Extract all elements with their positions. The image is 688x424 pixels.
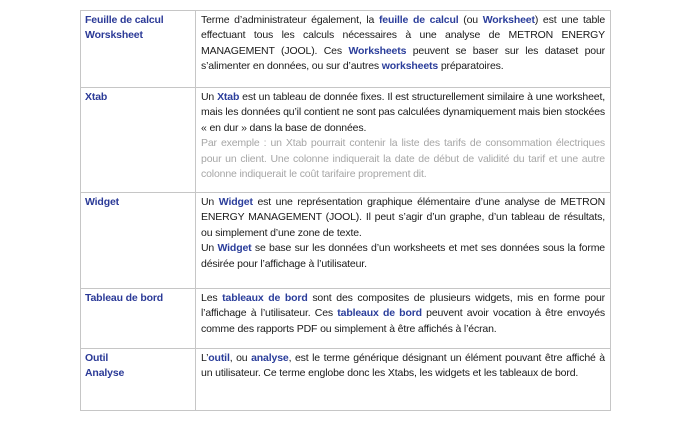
highlighted-term: Worksheet [482, 14, 535, 26]
table-row-widget [81, 193, 611, 289]
body-text: Un [201, 196, 219, 208]
term-text: Worsksheet [85, 29, 143, 42]
body-text: ) est une table effectuant tous les calculs nécessaires à une analyse de METRON ENERGY MANAGEMENT (JOOL). Ces [201, 14, 606, 57]
glossary-table [80, 10, 611, 411]
term-cell-tableau-de-bord [81, 289, 196, 349]
term-text: Widget [85, 196, 119, 208]
body-text: L’ [201, 352, 209, 364]
highlighted-term: Widget [218, 196, 253, 208]
paragraph [201, 351, 605, 382]
paragraph [85, 90, 191, 105]
paragraph [201, 241, 605, 272]
definition-cell-tableau-de-bord [196, 289, 611, 349]
body-text: est une représentation graphique élémentaire d’une analyse de METRON ENERGY MANAGEMENT (JOOL). Il peut s’agir d’un graphe, d’un tableau de résultats, ou simplement d’une zone de texte. [201, 196, 606, 239]
highlighted-term: analyse [251, 352, 289, 364]
body-text: se base sur les données d’un worksheets et met ses données sous la forme désirée pour l’affichage à l’utilisateur. [201, 242, 605, 270]
body-text: Terme d’administrateur également, la [201, 14, 379, 26]
term-text: Feuille de calcul [85, 14, 164, 26]
term-text: Outil [85, 352, 109, 364]
highlighted-term: outil [208, 352, 230, 364]
definition-cell-xtab [196, 88, 611, 193]
highlighted-term: Worksheets [348, 44, 407, 57]
body-text: Un [201, 242, 218, 255]
body-text: , ou [229, 352, 252, 364]
body-text: peuvent se baser sur les dataset pour s’alimenter en données, ou sur d’autres [201, 44, 605, 73]
body-text: Les [201, 292, 223, 304]
paragraph [201, 291, 605, 337]
paragraph [201, 195, 605, 241]
paragraph [85, 291, 191, 306]
term-text: Analyse [85, 367, 125, 380]
paragraph [85, 195, 191, 210]
term-cell-xtab [81, 88, 196, 193]
glossary-table-body [81, 11, 611, 411]
body-text: Par exemple : un Xtab pourrait contenir la liste des tarifs de consommation électriques pour un client. Une colonne indiquerait la date de début de validité du tarif et une autre colonne indiquerait le coût tarifaire proprement dit. [201, 137, 605, 181]
table-row-xtab [81, 88, 611, 193]
body-text: préparatoires. [438, 60, 504, 73]
paragraph [201, 90, 605, 136]
highlighted-term: worksheets [381, 60, 439, 73]
table-row-outil-analyse [81, 349, 611, 411]
highlighted-term: Widget [217, 242, 252, 255]
highlighted-term: feuille de calcul [378, 14, 459, 26]
highlighted-term: tableaux de bord [222, 292, 308, 304]
highlighted-term: tableaux de bord [337, 307, 422, 320]
body-text: (ou [458, 14, 483, 26]
term-cell-outil-analyse [81, 349, 196, 411]
definition-cell-outil-analyse [196, 349, 611, 411]
paragraph [85, 366, 191, 381]
body-text: est un tableau de donnée fixes. Il est structurellement similaire à une worksheet, mais les données qu’il contient ne sont pas calculées dynamiquement mais bien stockées « en dur » dans la base de données. [201, 91, 606, 134]
paragraph [85, 28, 191, 43]
definition-cell-feuille-de-calcul [196, 11, 611, 88]
body-text: Un [201, 91, 218, 103]
highlighted-term: Xtab [217, 91, 240, 103]
term-text: Tableau de bord [85, 292, 164, 304]
body-text: peuvent avoir vocation à être envoyés comme des rapports PDF ou simplement à être affichés à l’écran. [201, 307, 605, 335]
term-cell-widget [81, 193, 196, 289]
body-text: , est le terme générique désignant un élément pouvant être affiché à un utilisateur. Ce terme englobe donc les Xtabs, les widgets et les tableaux de bord. [201, 352, 605, 380]
table-row-tableau-de-bord [81, 289, 611, 349]
table-row-feuille-de-calcul [81, 11, 611, 88]
definition-cell-widget [196, 193, 611, 289]
paragraph [85, 351, 191, 366]
paragraph [201, 13, 605, 75]
term-text: Xtab [85, 91, 108, 103]
paragraph [201, 136, 605, 182]
paragraph [85, 13, 191, 28]
body-text: sont des composites de plusieurs widgets, mis en forme pour l’affichage à l’utilisateur. Ces [201, 292, 605, 320]
term-cell-feuille-de-calcul [81, 11, 196, 88]
